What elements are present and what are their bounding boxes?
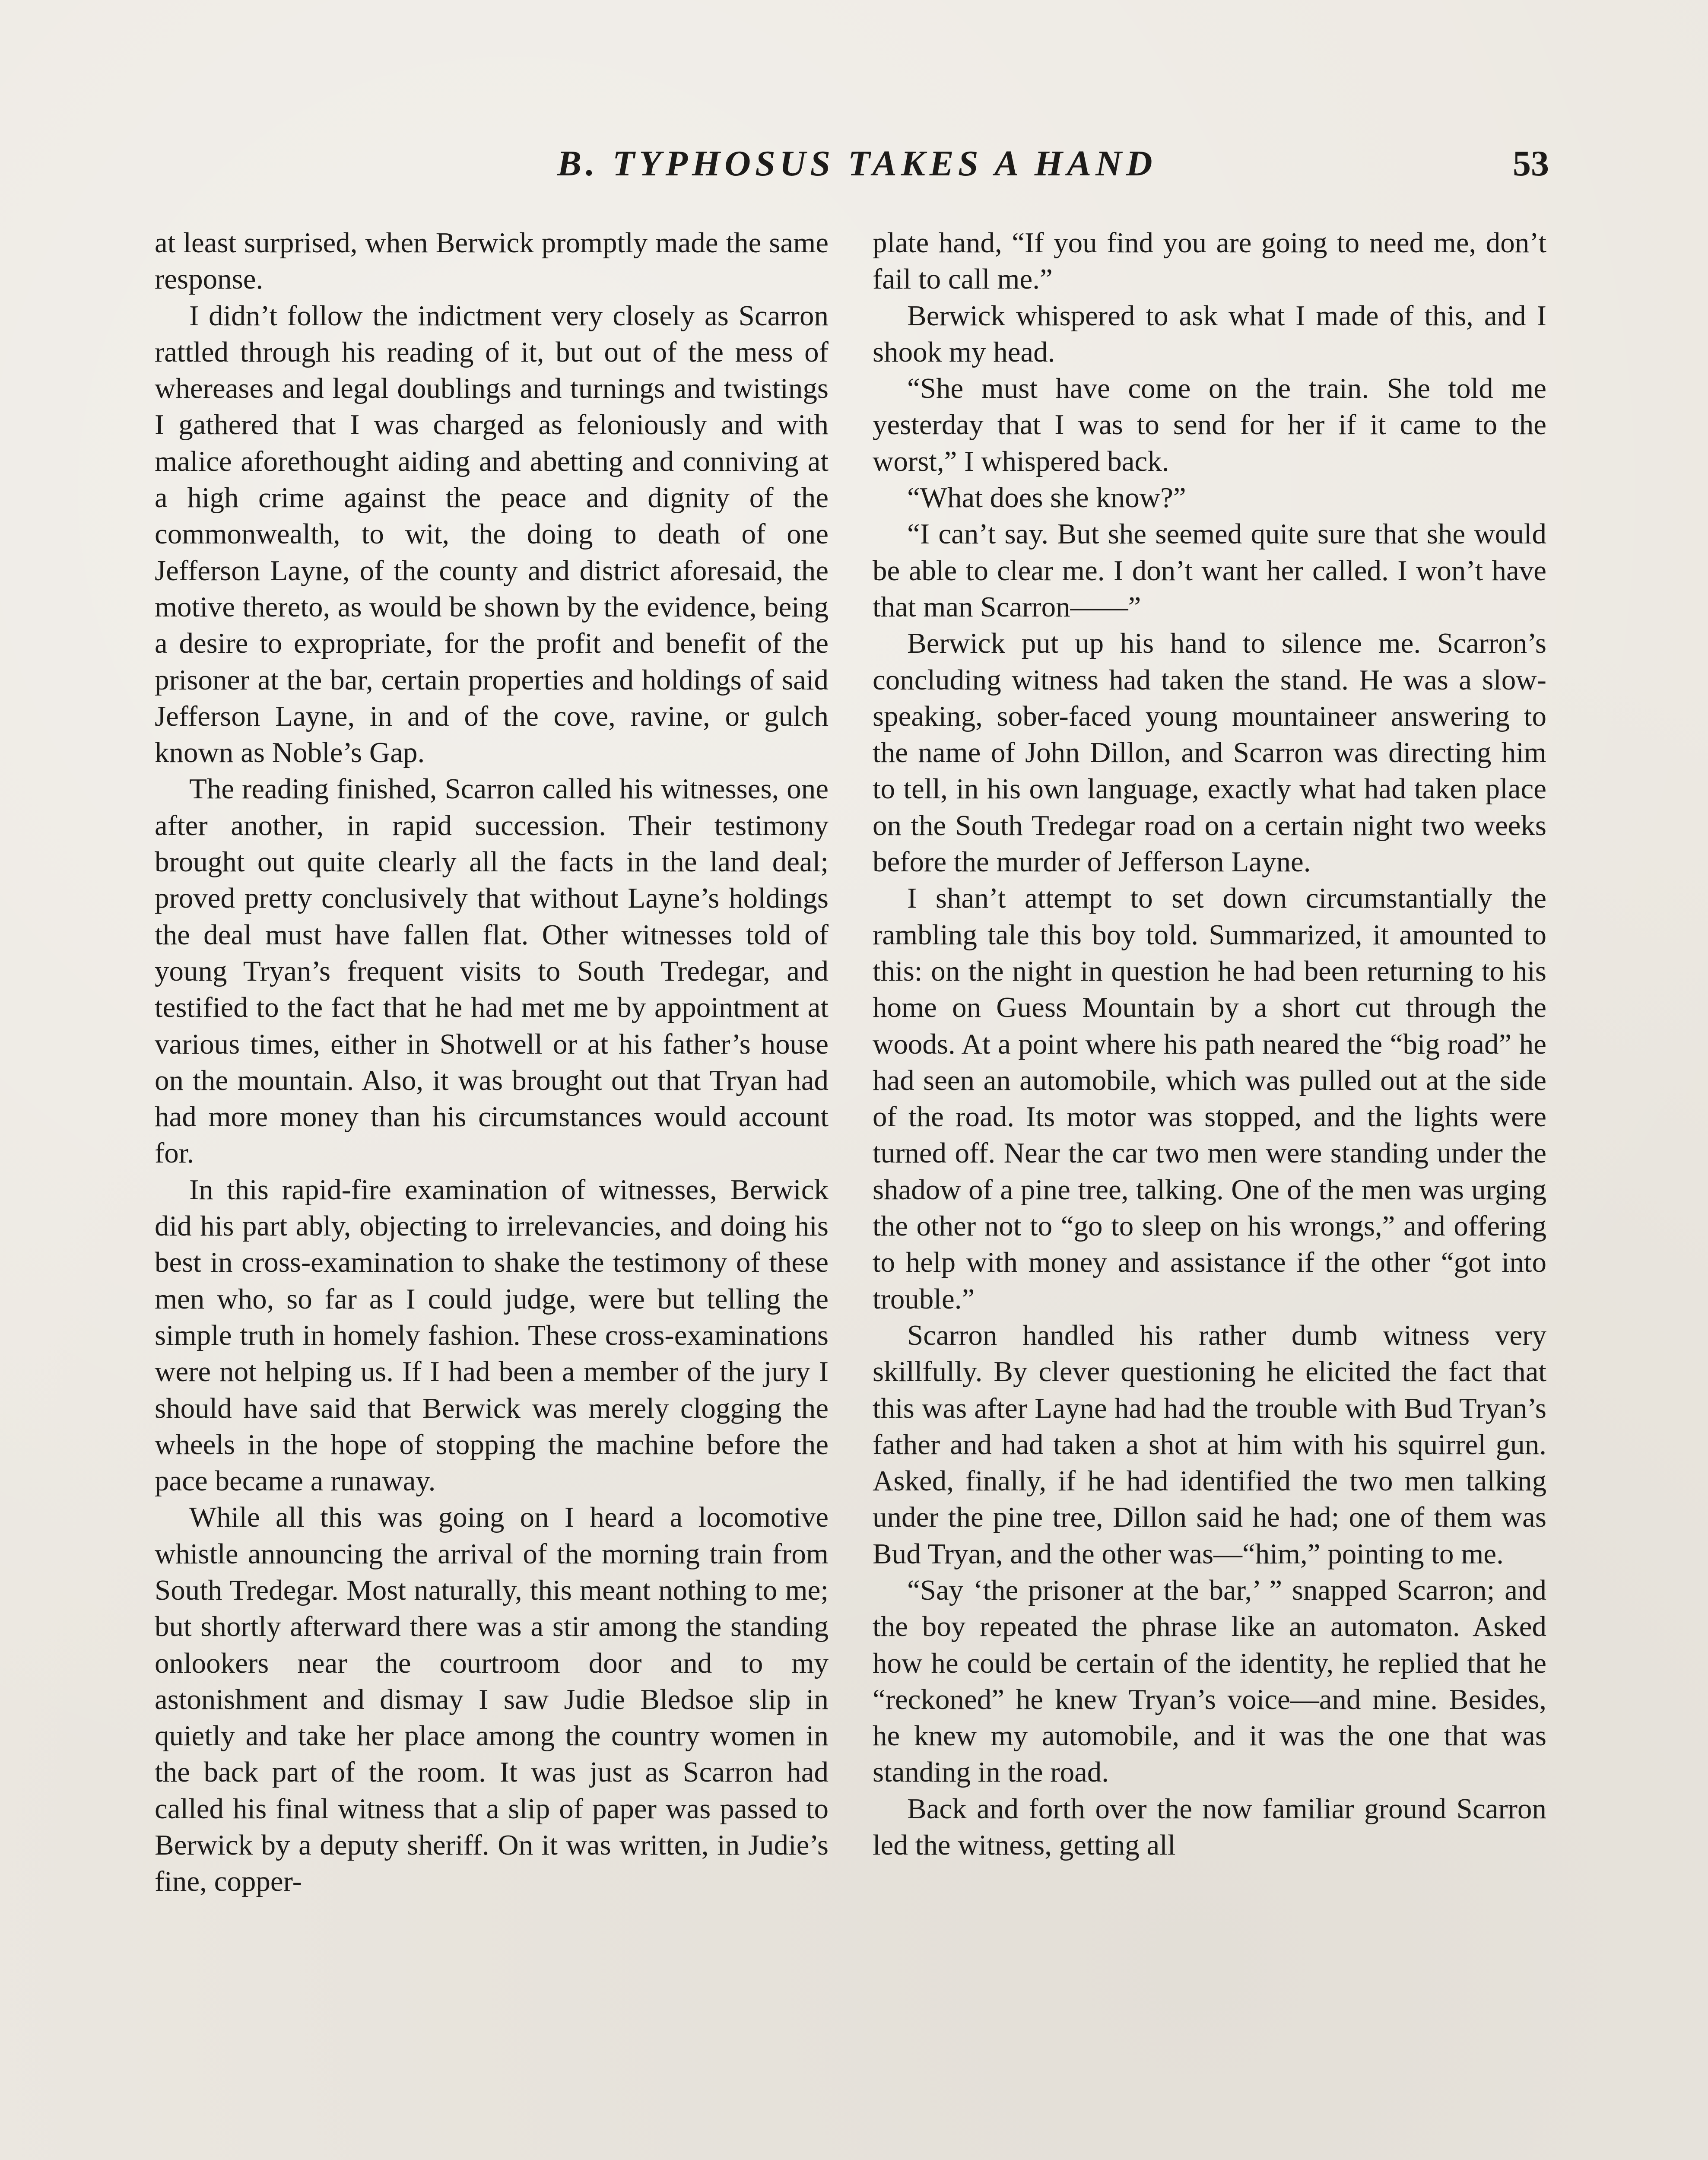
left-column [155, 225, 829, 1900]
paragraph: The reading finished, Scarron called his witnesses, one after another, in rapid succession. Their testimony brought out quite clearly all the facts in the land deal; proved pretty conclusively that without Layne’s holdings the deal must have fallen flat. Other witnesses told of young Tryan’s frequent visits to South Tredegar, and testified to the fact that he had met me by appointment at various times, either in Shotwell or at his father’s house on the mountain. Also, it was brought out that Tryan had had more money than his circumstances would account for. [155, 773, 829, 1169]
paragraph: Back and forth over the now familiar ground Scarron led the witness, getting all [873, 1792, 1546, 1861]
paragraph: “What does she know?” [907, 482, 1186, 514]
paragraph: While all this was going on I heard a locomotive whistle announcing the arrival of the morning train from South Tredegar. Most naturally, this meant nothing to me; but shortly afterward there was a stir among the standing onlookers near the courtroom door and to my astonishment and dismay I saw Judie Bledsoe slip in quietly and take her place among the country women in the back part of the room. It was just as Scarron had called his final witness that a slip of paper was passed to Berwick by a deputy sheriff. On it was written, in Judie’s fine, copper- [155, 1501, 829, 1898]
page-number: 53 [1513, 143, 1549, 184]
paragraph: plate hand, “If you find you are going to need me, don’t fail to call me.” [873, 227, 1546, 295]
paragraph: I didn’t follow the indictment very closely as Scarron rattled through his reading of it, but out of the mess of whereases and legal doublings and turnings and twistings I gathered that I was charged as feloniously and with malice aforethought aiding and abetting and conniving at a high crime against the peace and dignity of the commonwealth, to wit, the doing to death of one Jefferson Layne, of the county and district aforesaid, the motive thereto, as would be shown by the evidence, being a desire to expropriate, for the profit and benefit of the prisoner at the bar, certain properties and holdings of said Jefferson Layne, in and of the cove, ravine, or gulch known as Noble’s Gap. [155, 299, 829, 769]
paragraph: Scarron handled his rather dumb witness very skillfully. By clever questioning he elicited the fact that this was after Layne had had the trouble with Bud Tryan’s father and had taken a shot at him with his squirrel gun. Asked, finally, if he had identified the two men talking under the pine tree, Dillon said he had; one of them was Bud Tryan, and the other was—“him,” pointing to me. [873, 1319, 1546, 1570]
paragraph: I shan’t attempt to set down circumstantially the rambling tale this boy told. Summarized, it amounted to this: on the night in question he had been returning to his home on Guess Mountain by a short cut through the woods. At a point where his path neared the “big road” he had seen an automobile, which was pulled out at the side of the road. Its motor was stopped, and the lights were turned off. Near the car two men were standing under the shadow of a pine tree, talking. One of the men was urging the other not to “go to sleep on his wrongs,” and offering to help with money and assistance if the other “got into trouble.” [873, 882, 1546, 1315]
paragraph: “I can’t say. But she seemed quite sure that she would be able to clear me. I don’t want her called. I won’t have that man Scarron——” [873, 518, 1546, 623]
paragraph: “Say ‘the prisoner at the bar,’ ” snapped Scarron; and the boy repeated the phrase like an automaton. Asked how he could be certain of the identity, he replied that he “reckoned” he knew Tryan’s voice—and mine. Besides, he knew my automobile, and it was the one that was standing in the road. [873, 1574, 1546, 1788]
paragraph: Berwick whispered to ask what I made of this, and I shook my head. [873, 299, 1546, 368]
paragraph: at least surprised, when Berwick promptly made the same response. [155, 227, 829, 295]
paragraph: Berwick put up his hand to silence me. Scarron’s concluding witness had taken the stand. He was a slow-speaking, sober-faced young mountaineer answering to the name of John Dillon, and Scarron was directing him to tell, in his own language, exactly what had taken place on the South Tredegar road on a certain night two weeks before the murder of Jefferson Layne. [873, 627, 1546, 878]
paragraph: In this rapid-fire examination of witnesses, Berwick did his part ably, objecting to irrelevancies, and doing his best in cross-examination to shake the testimony of these men who, so far as I could judge, were but telling the simple truth in homely fashion. These cross-examinations were not helping us. If I had been a member of the jury I should have said that Berwick was merely clogging the wheels in the hope of stopping the machine before the pace became a runaway. [155, 1173, 829, 1497]
right-column [873, 225, 1546, 1863]
running-head: B. TYPHOSUS TAKES A HAND [557, 143, 1157, 184]
paragraph: “She must have come on the train. She told me yesterday that I was to send for her if it came to the worst,” I whispered back. [873, 372, 1546, 477]
